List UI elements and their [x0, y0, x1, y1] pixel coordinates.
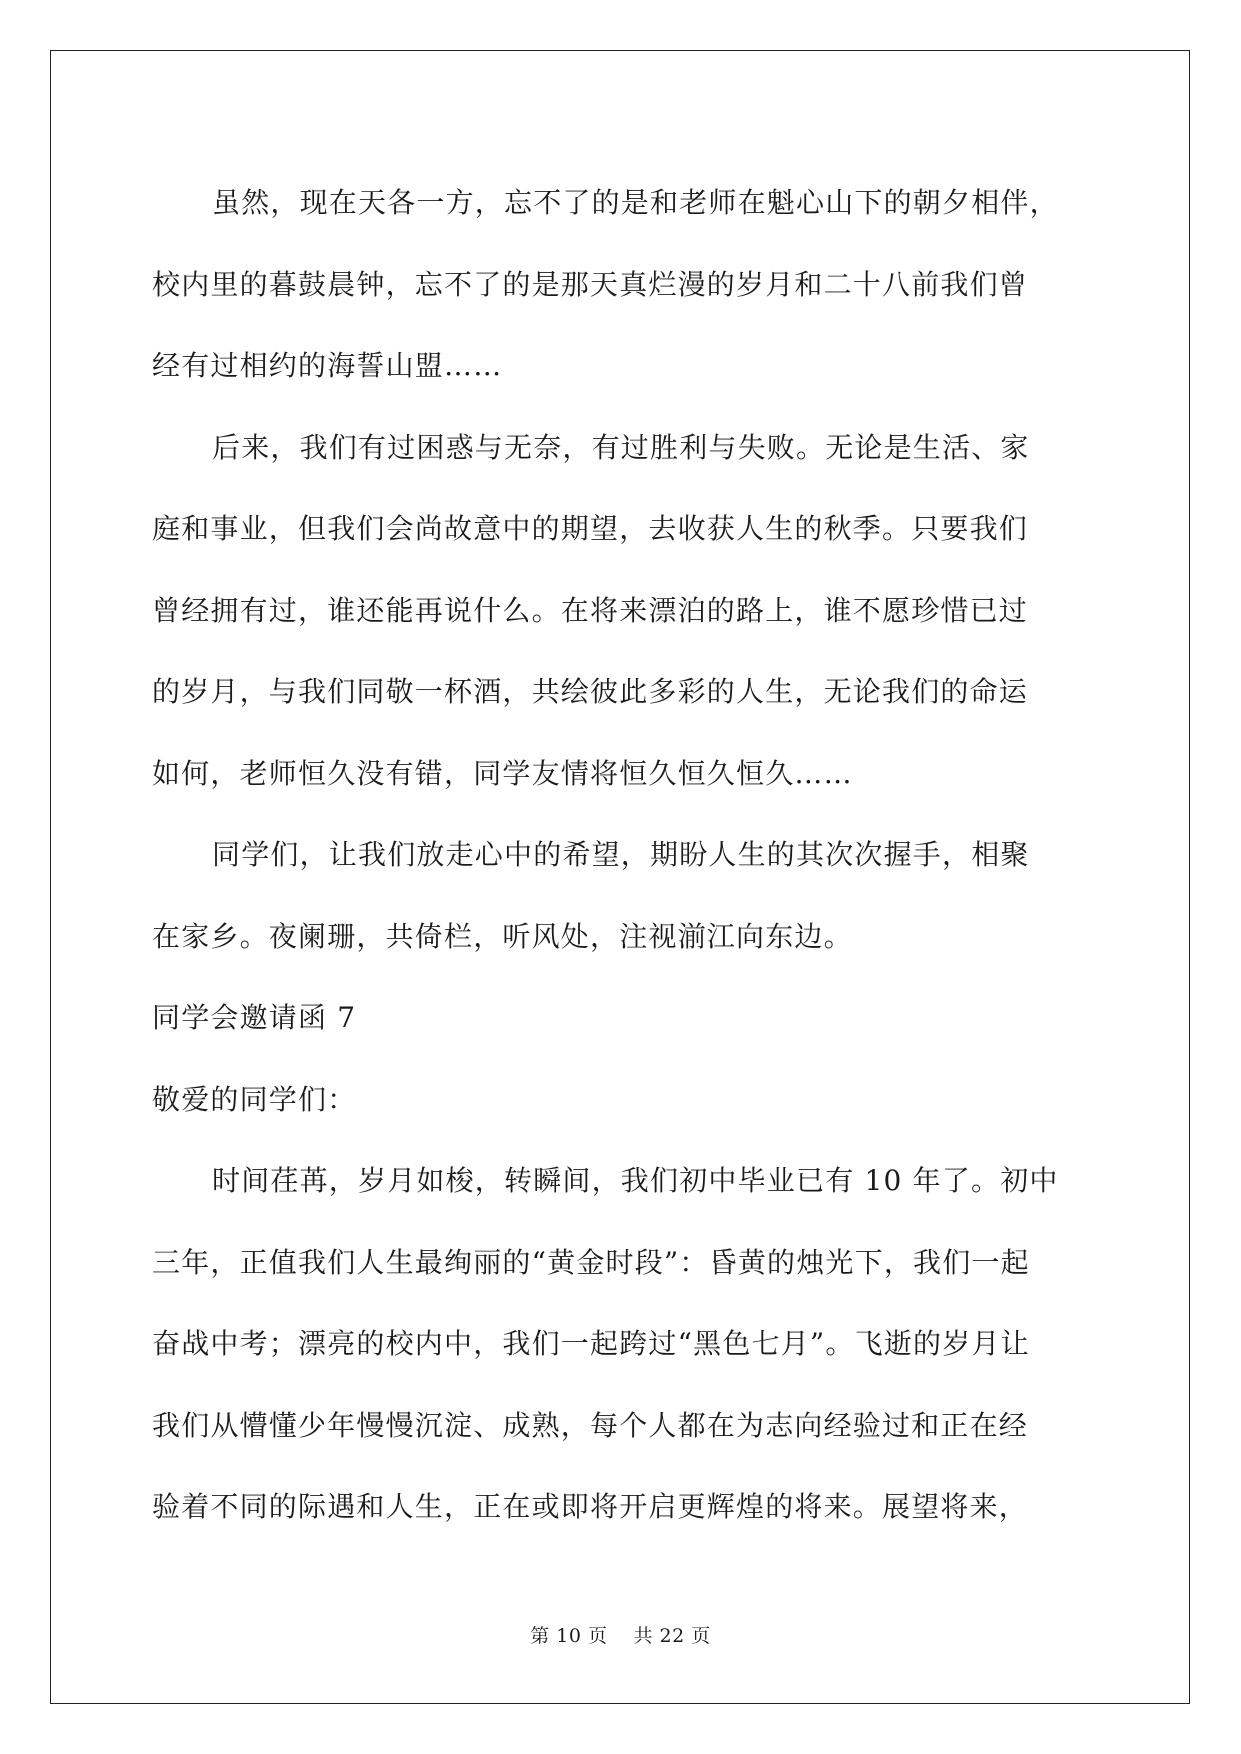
text-line: 我们从懵懂少年慢慢沉淀、成熟，每个人都在为志向经验过和正在经 [152, 1408, 1029, 1442]
text-line: 在家乡。夜阑珊，共倚栏，听风处，注视湔江向东边。 [152, 919, 853, 953]
text-line: 经有过相约的海誓山盟…… [152, 349, 503, 382]
text-line: 验着不同的际遇和人生，正在或即将开启更辉煌的将来。展望将来， [152, 1490, 1029, 1523]
text-line: 庭和事业，但我们会尚故意中的期望，去收获人生的秋季。只要我们 [152, 512, 1029, 545]
document-body [152, 162, 1090, 1548]
page-footer [0, 1621, 1241, 1648]
text-line: 的岁月，与我们同敬一杯酒，共绘彼此多彩的人生，无论我们的命运 [152, 675, 1029, 708]
text-line: 虽然，现在天各一方，忘不了的是和老师在魁心山下的朝夕相伴， [212, 186, 1059, 219]
text-line: 奋战中考；漂亮的校内中，我们一起跨过“黑色七月”。飞逝的岁月让 [152, 1327, 1030, 1360]
text-line: 如何，老师恒久没有错，同学友情将恒久恒久恒久…… [152, 756, 853, 790]
text-line: 敬爱的同学们： [152, 1082, 357, 1116]
text-line: 校内里的暮鼓晨钟，忘不了的是那天真烂漫的岁月和二十八前我们曾 [152, 267, 1029, 301]
page-number-label: 第 10 页 共 22 页 [530, 1625, 711, 1647]
text-line: 三年，正值我们人生最绚丽的“黄金时段”：昏黄的烛光下，我们一起 [152, 1245, 1030, 1279]
text-line: 曾经拥有过，谁还能再说什么。在将来漂泊的路上，谁不愿珍惜已过 [152, 593, 1029, 627]
text-line: 同学会邀请函 7 [152, 1001, 357, 1034]
text-line: 时间荏苒，岁月如梭，转瞬间，我们初中毕业已有 10 年了。初中 [212, 1164, 1059, 1197]
text-lines [152, 162, 1090, 1548]
text-line: 后来，我们有过困惑与无奈，有过胜利与失败。无论是生活、家 [212, 430, 1030, 464]
text-line: 同学们，让我们放走心中的希望，期盼人生的其次次握手，相聚 [212, 838, 1030, 871]
